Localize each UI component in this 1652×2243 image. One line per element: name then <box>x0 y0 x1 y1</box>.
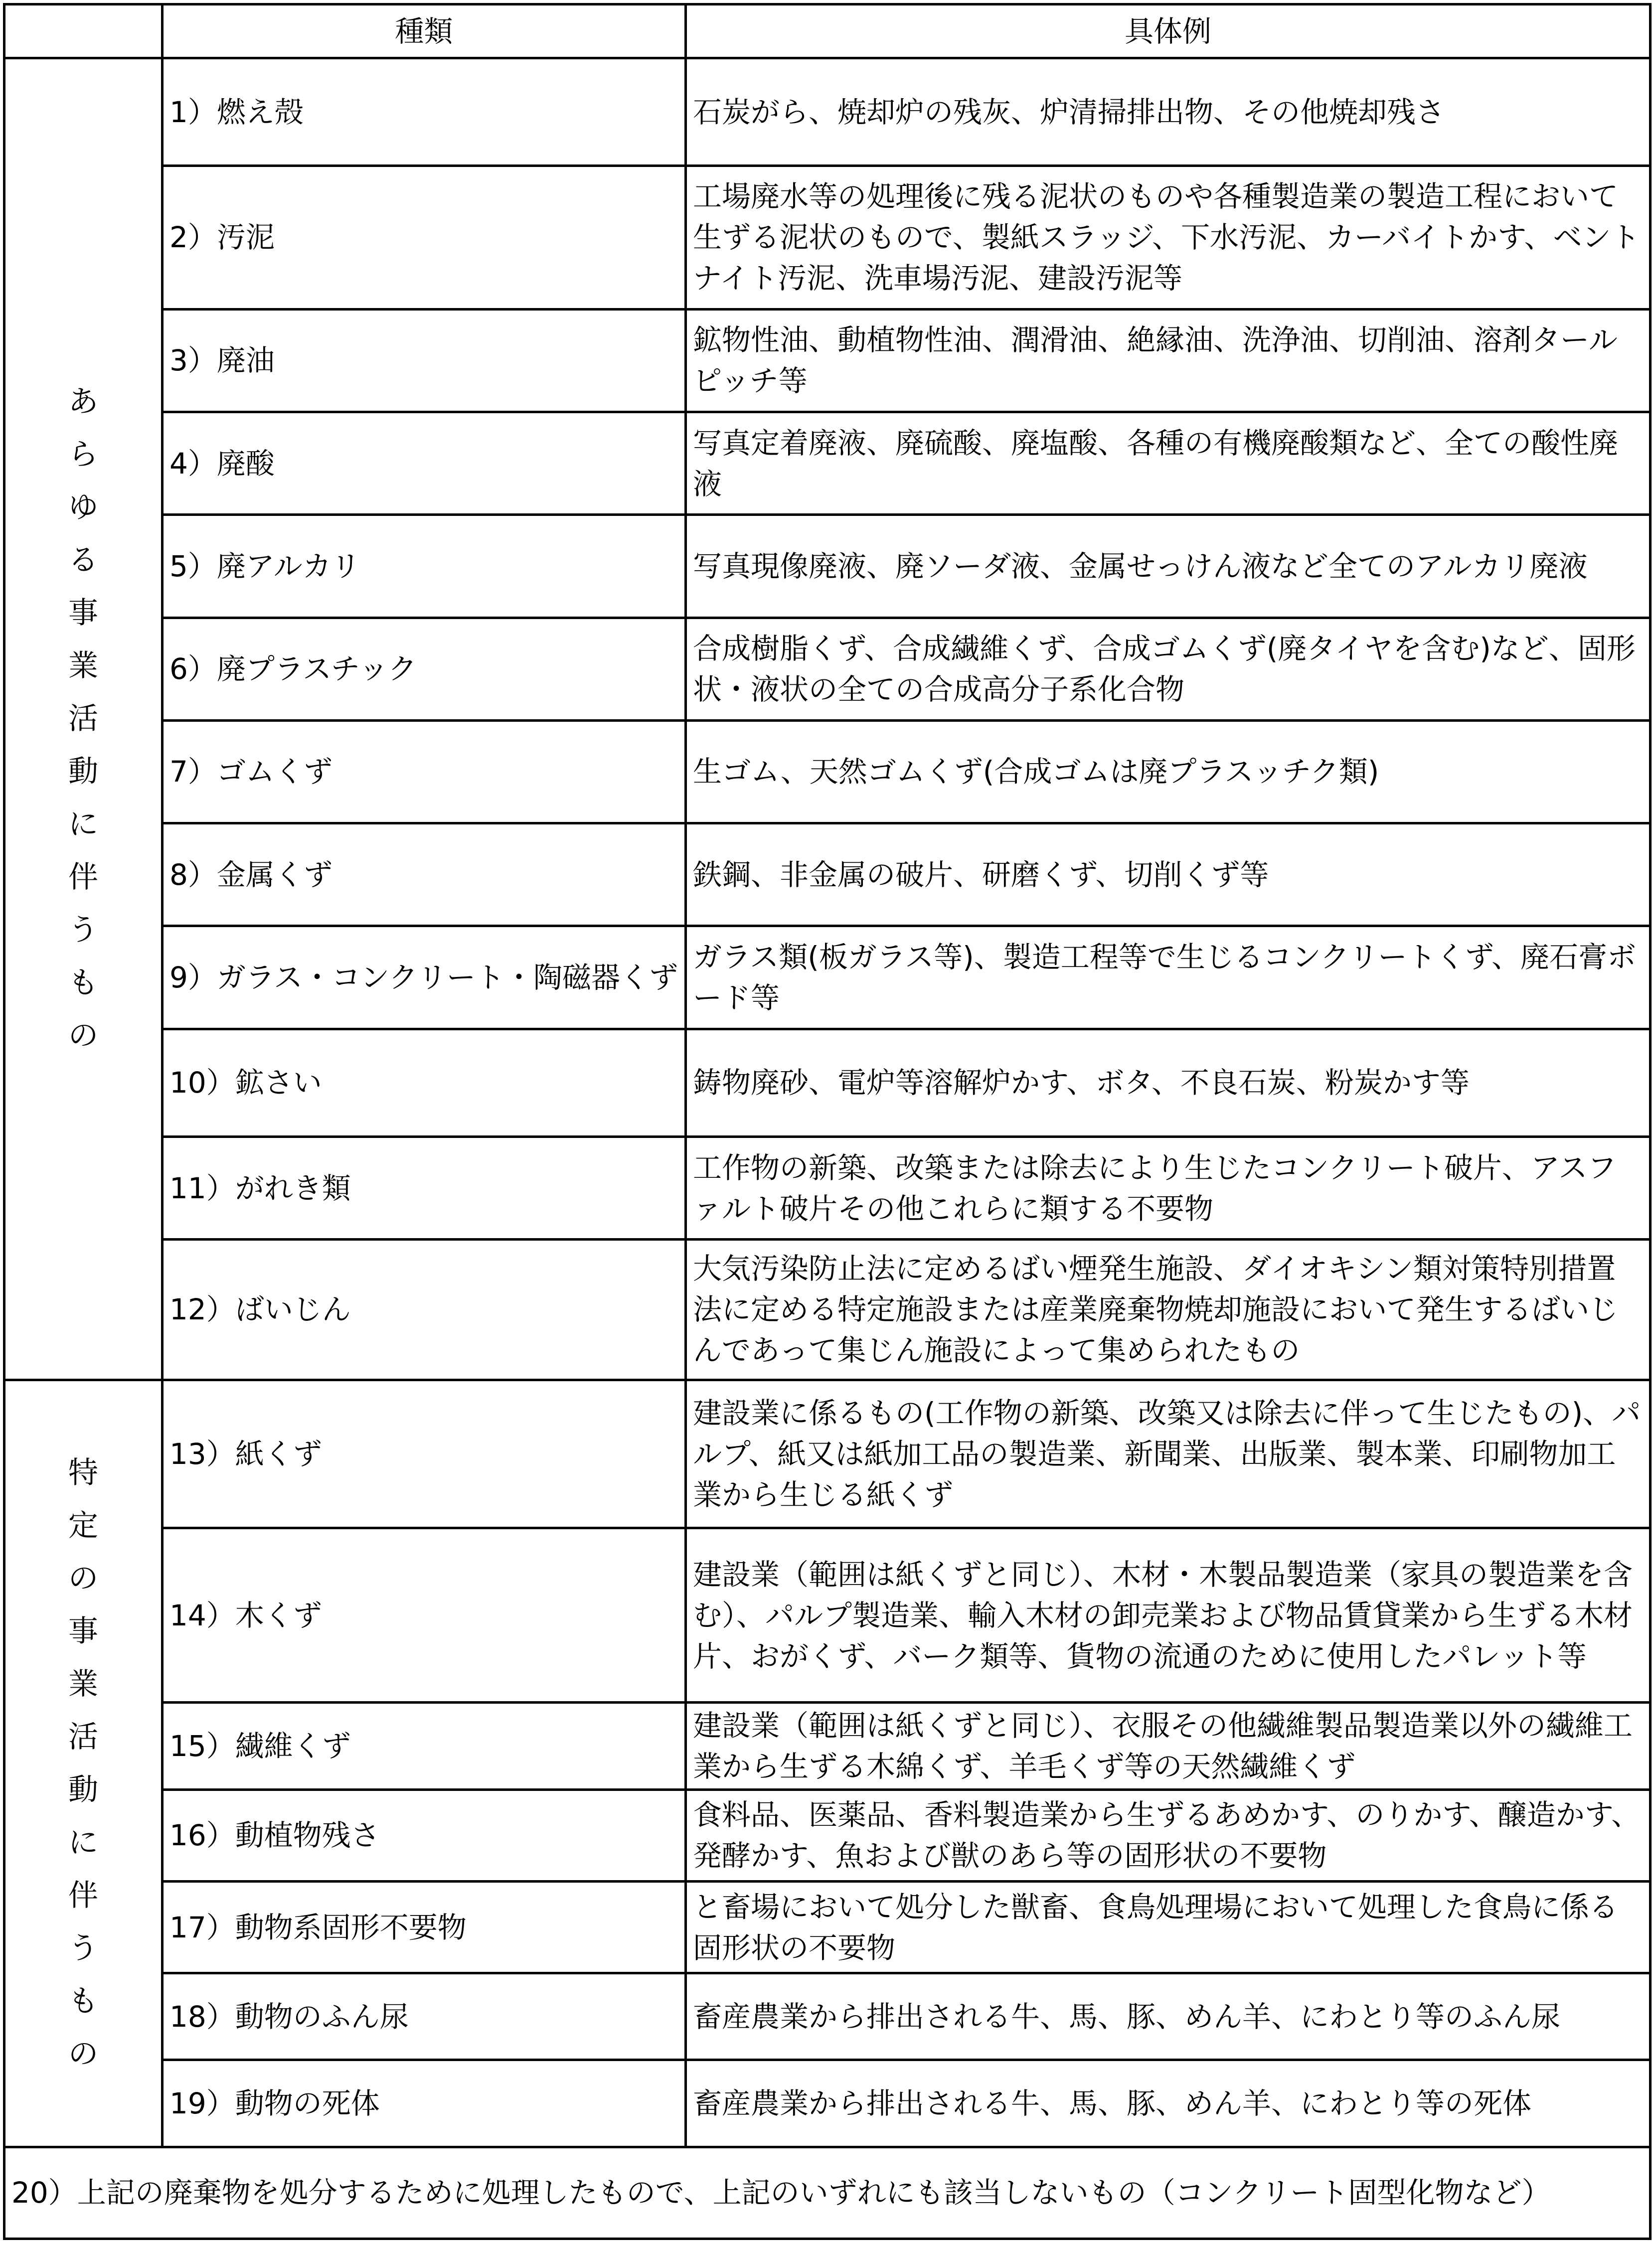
row-example: 鉄鋼、非金属の破片、研磨くず、切削くず等 <box>686 823 1651 926</box>
row-example: 建設業（範囲は紙くずと同じ）、衣服その他繊維製品製造業以外の繊維工業から生ずる木綿くず、羊毛くず等の天然繊維くず <box>686 1703 1651 1789</box>
row-example: と畜場において処分した獣畜、食鳥処理場において処理した食鳥に係る固形状の不要物 <box>686 1881 1651 1973</box>
row-kind: 4）廃酸 <box>163 412 686 514</box>
table-row <box>4 926 1651 1029</box>
row-example: 工場廃水等の処理後に残る泥状のものや各種製造業の製造工程において生ずる泥状のもので、製紙スラッジ、下水汚泥、カーバイトかす、ベントナイト汚泥、洗車場汚泥、建設汚泥等 <box>686 166 1651 309</box>
row-example: 生ゴム、天然ゴムくず(合成ゴムは廃プラスッチク類) <box>686 720 1651 823</box>
row-example: 工作物の新築、改築または除去により生じたコンクリート破片、アスファルト破片その他これらに類する不要物 <box>686 1136 1651 1239</box>
table-row <box>4 1240 1651 1380</box>
row-example: 畜産農業から排出される牛、馬、豚、めん羊、にわとり等のふん尿 <box>686 1973 1651 2060</box>
table-row <box>4 1380 1651 1528</box>
table-row <box>4 1881 1651 1973</box>
table-row <box>4 823 1651 926</box>
group-label-specific: 特定の事業活動に伴うもの <box>4 1380 163 2147</box>
table-row <box>4 58 1651 166</box>
row-example: 写真定着廃液、廃硫酸、廃塩酸、各種の有機廃酸類など、全ての酸性廃液 <box>686 412 1651 514</box>
row-example: 石炭がら、焼却炉の残灰、炉清掃排出物、その他焼却残さ <box>686 58 1651 166</box>
row-kind: 8）金属くず <box>163 823 686 926</box>
row-kind: 7）ゴムくず <box>163 720 686 823</box>
footer-row <box>4 2147 1651 2239</box>
row-kind: 15）繊維くず <box>163 1703 686 1789</box>
table-row <box>4 1136 1651 1239</box>
row-kind: 12）ばいじん <box>163 1240 686 1380</box>
header-blank-cell <box>4 4 163 58</box>
row-kind: 13）紙くず <box>163 1380 686 1528</box>
row-kind: 3）廃油 <box>163 309 686 412</box>
table-row <box>4 720 1651 823</box>
table-row <box>4 1528 1651 1702</box>
table-row <box>4 412 1651 514</box>
row-kind: 14）木くず <box>163 1528 686 1702</box>
table-row <box>4 618 1651 720</box>
waste-classification-table <box>3 3 1652 2240</box>
table-row <box>4 309 1651 412</box>
table-row <box>4 1029 1651 1136</box>
row-kind: 6）廃プラスチック <box>163 618 686 720</box>
row-example: 建設業に係るもの(工作物の新築、改築又は除去に伴って生じたもの)、パルプ、紙又は紙加工品の製造業、新聞業、出版業、製本業、印刷物加工業から生じる紙くず <box>686 1380 1651 1528</box>
header-row <box>4 4 1651 58</box>
row-kind: 10）鉱さい <box>163 1029 686 1136</box>
row-kind: 18）動物のふん尿 <box>163 1973 686 2060</box>
row-example: 食料品、医薬品、香料製造業から生ずるあめかす、のりかす、醸造かす、発酵かす、魚および獣のあら等の固形状の不要物 <box>686 1789 1651 1881</box>
row-example: 建設業（範囲は紙くずと同じ）、木材・木製品製造業（家具の製造業を含む）、パルプ製造業、輸入木材の卸売業および物品賃貸業から生ずる木材片、おがくず、バーク類等、貨物の流通のために使用したパレット等 <box>686 1528 1651 1702</box>
row-example: 鋳物廃砂、電炉等溶解炉かす、ボタ、不良石炭、粉炭かす等 <box>686 1029 1651 1136</box>
header-kind: 種類 <box>163 4 686 58</box>
row-example: 畜産農業から排出される牛、馬、豚、めん羊、にわとり等の死体 <box>686 2060 1651 2147</box>
row-example: 写真現像廃液、廃ソーダ液、金属せっけん液など全てのアルカリ廃液 <box>686 515 1651 618</box>
table-row <box>4 1703 1651 1789</box>
table-row <box>4 1973 1651 2060</box>
row-example: 合成樹脂くず、合成繊維くず、合成ゴムくず(廃タイヤを含む)など、固形状・液状の全ての合成高分子系化合物 <box>686 618 1651 720</box>
row-kind: 16）動植物残さ <box>163 1789 686 1881</box>
header-example: 具体例 <box>686 4 1651 58</box>
row-kind: 19）動物の死体 <box>163 2060 686 2147</box>
row-example: 大気汚染防止法に定めるばい煙発生施設、ダイオキシン類対策特別措置法に定める特定施設または産業廃棄物焼却施設において発生するばいじんであって集じん施設によって集められたもの <box>686 1240 1651 1380</box>
table-row <box>4 2060 1651 2147</box>
row-example: ガラス類(板ガラス等)、製造工程等で生じるコンクリートくず、廃石膏ボード等 <box>686 926 1651 1029</box>
row-kind: 2）汚泥 <box>163 166 686 309</box>
row-example: 鉱物性油、動植物性油、潤滑油、絶縁油、洗浄油、切削油、溶剤タールピッチ等 <box>686 309 1651 412</box>
row-kind: 5）廃アルカリ <box>163 515 686 618</box>
footer-note: 20）上記の廃棄物を処分するために処理したもので、上記のいずれにも該当しないもの（コンクリート固型化物など） <box>4 2147 1651 2239</box>
group-label-general: あらゆる事業活動に伴うもの <box>4 58 163 1380</box>
table-row <box>4 1789 1651 1881</box>
row-kind: 11）がれき類 <box>163 1136 686 1239</box>
row-kind: 17）動物系固形不要物 <box>163 1881 686 1973</box>
table-row <box>4 515 1651 618</box>
row-kind: 1）燃え殻 <box>163 58 686 166</box>
row-kind: 9）ガラス・コンクリート・陶磁器くず <box>163 926 686 1029</box>
table-row <box>4 166 1651 309</box>
